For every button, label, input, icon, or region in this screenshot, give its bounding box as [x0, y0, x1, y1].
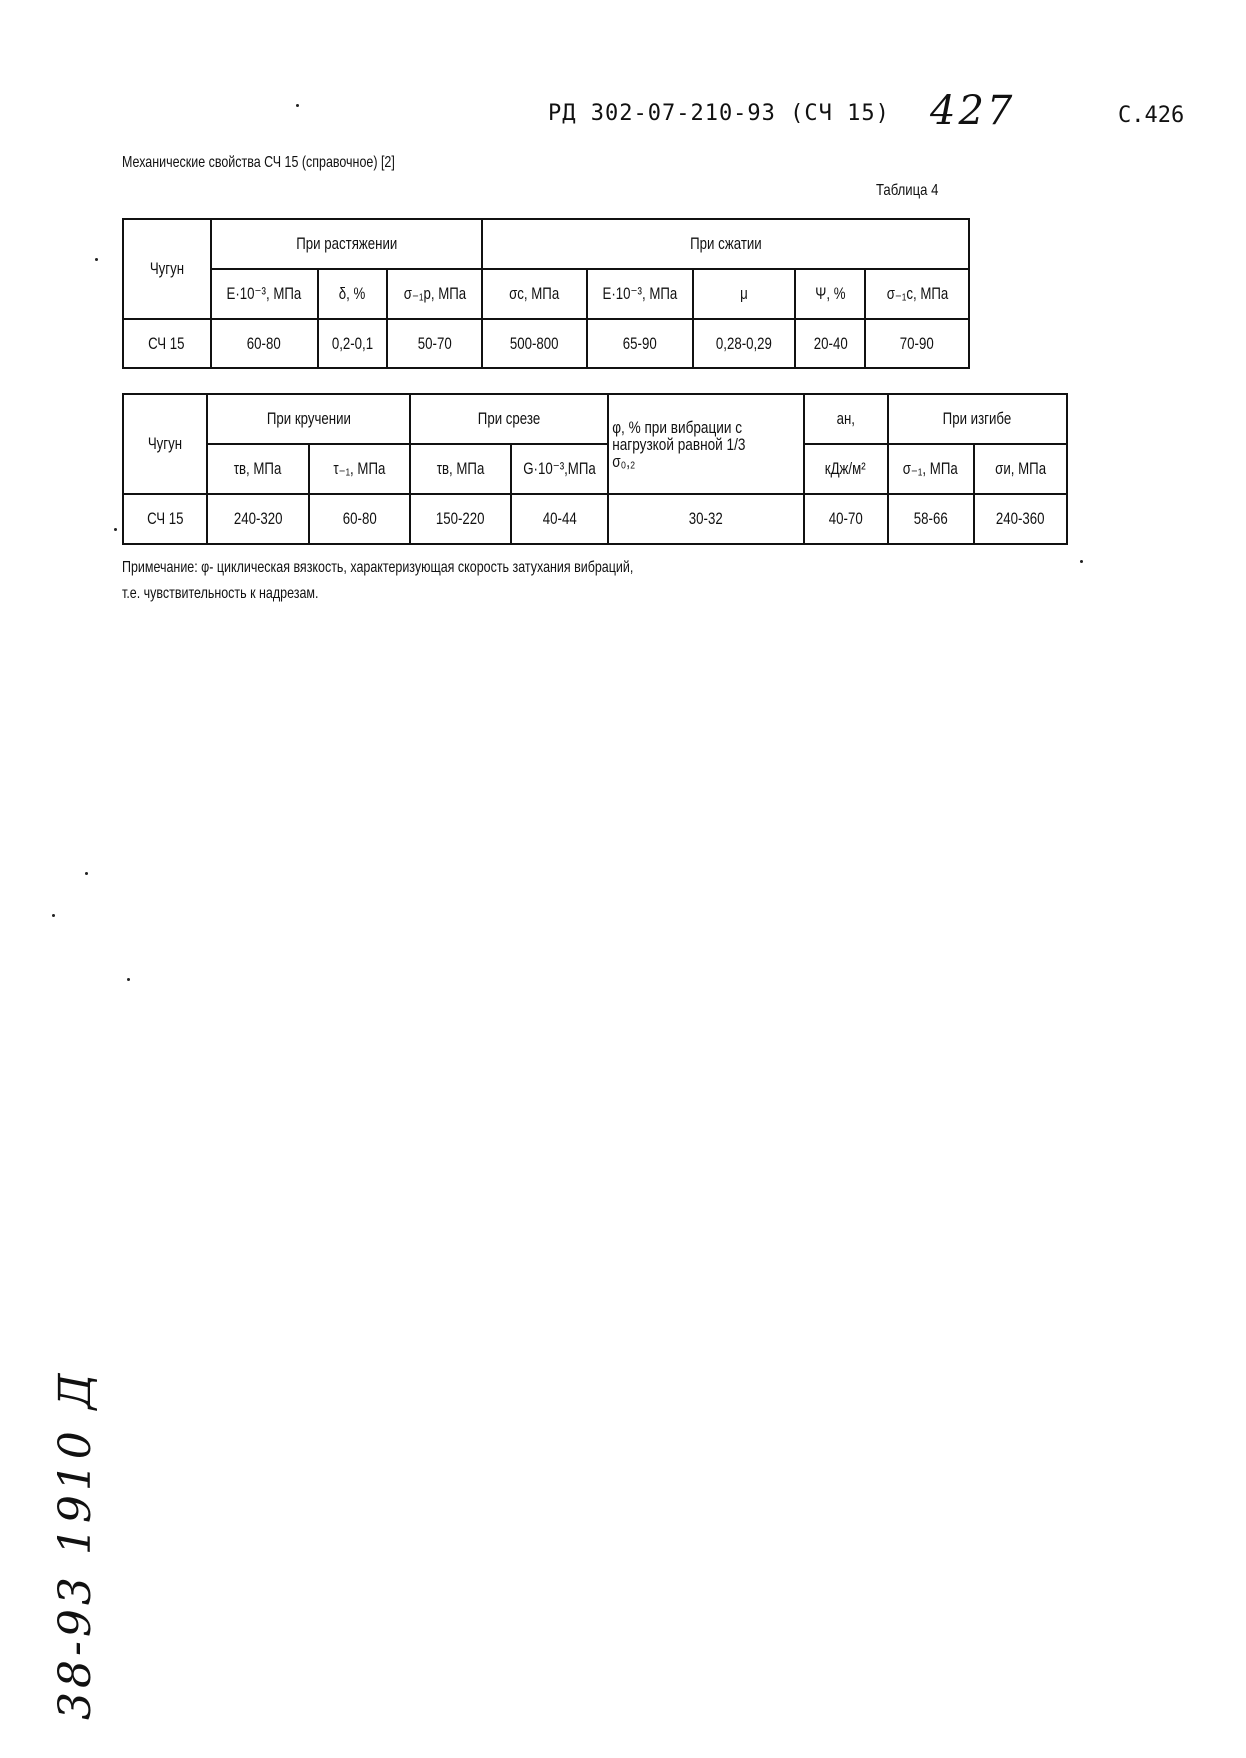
scan-speck — [114, 528, 117, 531]
column-header: E·10⁻³, МПа — [211, 269, 318, 319]
group-header-shear: При срезе — [410, 394, 608, 444]
value-cell: 20-40 — [795, 319, 865, 368]
margin-handwriting: 38-93 1910 Д — [50, 1369, 101, 1720]
page-number: С.426 — [1118, 103, 1185, 128]
value-cell: 0,28-0,29 — [693, 319, 796, 368]
document-code: РД 302-07-210-93 (СЧ 15) — [548, 101, 890, 126]
row-header-cell: Чугун — [123, 219, 211, 319]
scan-speck — [52, 914, 55, 917]
vibration-header-cell: φ, % при вибрации с нагрузкой равной 1/3 σ₀,₂ — [608, 394, 804, 494]
row-header-cell: Чугун — [123, 394, 207, 494]
scan-speck — [95, 258, 98, 261]
scan-speck — [85, 872, 88, 875]
section-caption: Механические свойства СЧ 15 (справочное) [2] — [122, 154, 395, 171]
column-header: G·10⁻³,МПа — [511, 444, 608, 494]
value-cell: 40-44 — [511, 494, 608, 544]
column-header: σи, МПа — [974, 444, 1067, 494]
column-header: E·10⁻³, МПа — [587, 269, 693, 319]
value-cell: 65-90 — [587, 319, 693, 368]
value-cell: 60-80 — [211, 319, 318, 368]
value-cell: 60-80 — [309, 494, 410, 544]
table-row — [123, 319, 969, 368]
scan-speck — [127, 978, 130, 981]
value-cell: 30-32 — [608, 494, 804, 544]
scan-speck — [296, 104, 299, 107]
table-row — [123, 494, 1067, 544]
handwritten-page-number: 427 — [930, 88, 1016, 134]
table-note — [122, 555, 633, 607]
note-line-1: Примечание: φ- циклическая вязкость, характеризующая скорость затухания вибраций, — [122, 559, 634, 576]
group-header-compression: При сжатии — [482, 219, 969, 269]
column-header: μ — [693, 269, 796, 319]
column-header: σ₋₁с, МПа — [865, 269, 969, 319]
value-cell: 150-220 — [410, 494, 511, 544]
row-label-cell: СЧ 15 — [123, 319, 211, 368]
impact-header-bottom: кДж/м² — [804, 444, 888, 494]
note-line-2: т.е. чувствительность к надрезам. — [122, 585, 319, 602]
value-cell: 70-90 — [865, 319, 969, 368]
value-cell: 240-320 — [207, 494, 309, 544]
properties-table-1 — [122, 218, 970, 369]
value-cell: 500-800 — [482, 319, 587, 368]
column-header: δ, % — [318, 269, 388, 319]
column-header: σс, МПа — [482, 269, 587, 319]
column-header: τв, МПа — [410, 444, 511, 494]
row-label-cell: СЧ 15 — [123, 494, 207, 544]
value-cell: 50-70 — [387, 319, 482, 368]
column-header: τв, МПа — [207, 444, 309, 494]
group-header-torsion: При кручении — [207, 394, 410, 444]
scan-speck — [1080, 560, 1083, 563]
value-cell: 240-360 — [974, 494, 1067, 544]
properties-table-2 — [122, 393, 1068, 545]
value-cell: 40-70 — [804, 494, 888, 544]
value-cell: 58-66 — [888, 494, 974, 544]
value-cell: 0,2-0,1 — [318, 319, 388, 368]
group-header-bending: При изгибе — [888, 394, 1067, 444]
column-header: τ₋₁, МПа — [309, 444, 410, 494]
column-header: σ₋₁р, МПа — [387, 269, 482, 319]
column-header: σ₋₁, МПа — [888, 444, 974, 494]
table-label: Таблица 4 — [876, 182, 939, 199]
impact-header-top: aн, — [804, 394, 888, 444]
group-header-tension: При растяжении — [211, 219, 483, 269]
column-header: Ψ, % — [795, 269, 865, 319]
